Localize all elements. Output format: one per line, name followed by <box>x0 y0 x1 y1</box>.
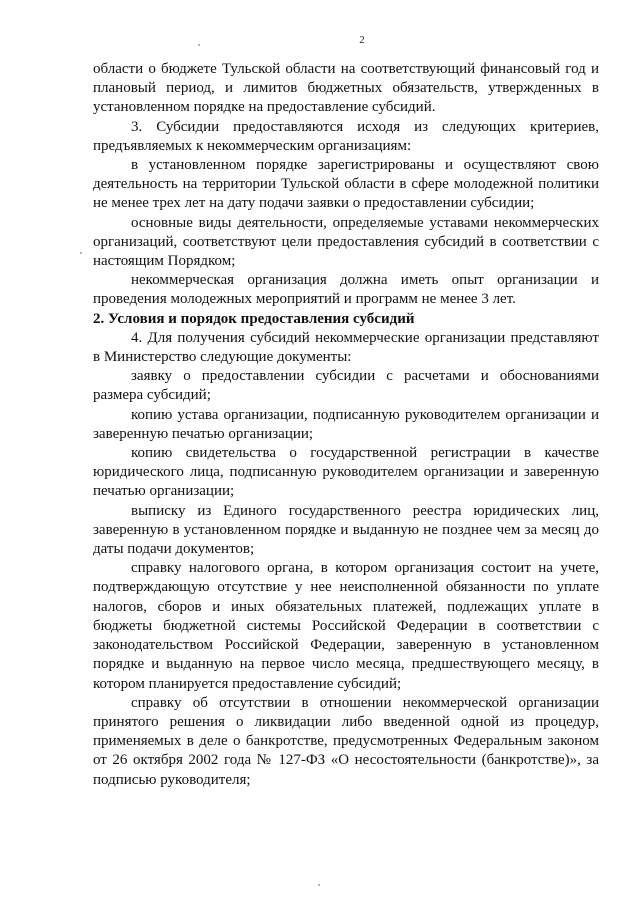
paragraph-item-3: 3. Субсидии предоставляются исходя из следующих критериев, предъявляемых к некоммерческим организациям: <box>93 118 599 154</box>
scan-speck <box>318 884 320 886</box>
document-body <box>93 60 599 790</box>
paragraph-item-4: 4. Для получения субсидий некоммерческие организации представляют в Министерство следующие документы: <box>93 329 599 366</box>
section-heading: 2. Условия и порядок предоставления субсидий <box>93 310 415 327</box>
page-number: 2 <box>359 34 365 46</box>
paragraph-document-item: копию устава организации, подписанную руководителем организации и заверенную печатью организации; <box>93 406 599 442</box>
paragraph-document-item: выписку из Единого государственного реестра юридических лиц, заверенную в установленном порядке и выданную не позднее чем за месяц до даты подачи документов; <box>93 502 599 558</box>
paragraph-document-item: справку налогового органа, в котором организация состоит на учете, подтверждающую отсутствие у нее неисполненной обязанности по уплате налогов, сборов и иных обязательных платежей, подлежащих уплате в бюджеты бюджетной системы Российской Федерации в соответствии с законодательством Российской Федерации, заверенную в установленном порядке и выданную на первое число месяца, предшествующего месяцу, в котором планируется предоставление субсидий; <box>93 560 599 692</box>
paragraph-criterion: основные виды деятельности, определяемые уставами некоммерческих организаций, соответствуют цели предоставления субсидий в соответствии с настоящим Порядком; <box>93 214 599 270</box>
scan-speck <box>80 252 82 254</box>
paragraph-criterion: в установленном порядке зарегистрированы и осуществляют свою деятельность на территории Тульской области в сфере молодежной политики не менее трех лет на дату подачи заявки о предоставлении субсидии; <box>93 157 599 212</box>
paragraph-criterion: некоммерческая организация должна иметь опыт организации и проведения молодежных мероприятий и программ не менее 3 лет. <box>93 272 599 308</box>
scan-speck <box>198 44 200 46</box>
paragraph-document-item: копию свидетельства о государственной регистрации в качестве юридического лица, подписанную руководителем организации и заверенную печатью организации; <box>93 445 599 500</box>
paragraph-document-item: справку об отсутствии в отношении некоммерческой организации принятого решения о ликвидации либо введенной одной из процедур, применяемых в деле о банкротстве, предусмотренных Федеральным законом от 26 октября 2002 года № 127-ФЗ «О несостоятельности (банкротстве)», за подписью руководителя; <box>93 694 599 788</box>
paragraph-continuation: области о бюджете Тульской области на соответствующий финансовый год и плановый период, и лимитов бюджетных обязательств, утвержденных в установленном порядке на предоставление субсидий. <box>93 61 599 116</box>
paragraph-document-item: заявку о предоставлении субсидии с расчетами и обоснованиями размера субсидий; <box>93 368 599 404</box>
